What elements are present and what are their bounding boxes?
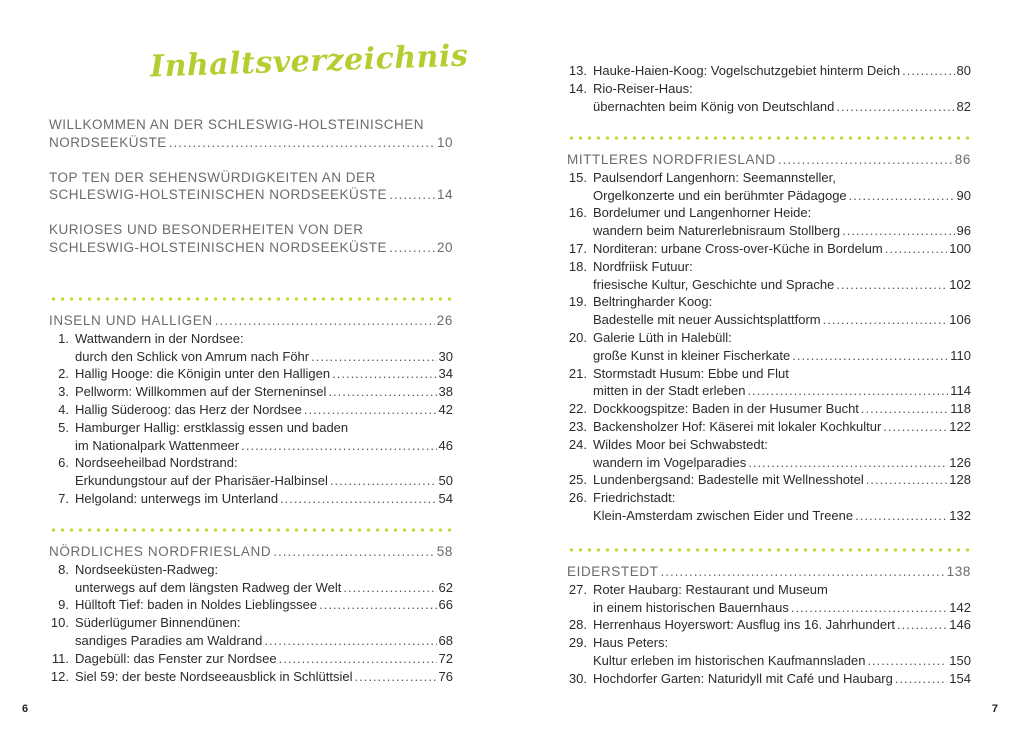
toc-entry[interactable] [567, 670, 971, 688]
entry-number: 29. [568, 635, 587, 651]
page-number: 46 [438, 437, 453, 453]
page-number: 154 [949, 670, 971, 686]
entry-title: im Nationalpark Wattenmeer [75, 437, 240, 453]
entry-title: Wattwandern in der Nordsee: [75, 330, 244, 346]
toc-entry[interactable] [49, 561, 453, 597]
page-number: 110 [950, 347, 971, 363]
leader-dots [264, 632, 436, 650]
entry-title: Lundenbergsand: Badestelle mit Wellnesshotel [593, 472, 864, 488]
toc-title: Inhaltsverzeichnis [149, 38, 469, 85]
entry-number: 28. [568, 617, 587, 633]
entry-number: 24. [568, 436, 587, 452]
entry-number: 21. [568, 365, 587, 381]
toc-entry[interactable] [567, 258, 971, 294]
entry-title: Haus Peters: [593, 635, 669, 651]
page-number: 58 [436, 544, 453, 559]
entry-title: Wildes Moor bei Schwabstedt: [593, 436, 768, 452]
leader-dots [855, 507, 947, 525]
entry-title: Hamburger Hallig: erstklassig essen und baden [75, 419, 349, 435]
entry-title: Kultur erleben im historischen Kaufmannsladen [593, 652, 866, 668]
section-eiderstedt [567, 563, 971, 688]
entry-title: Friedrichstadt: [593, 490, 676, 506]
toc-entry[interactable] [49, 454, 453, 490]
section-noerdliches [49, 543, 453, 685]
page-number: 30 [438, 348, 453, 364]
entry-title: Paulsendorf Langenhorn: Seemannsteller, [593, 169, 836, 185]
entry-title: Orgelkonzerte und ein berühmter Pädagoge [593, 187, 847, 203]
leader-dots [389, 186, 435, 204]
entry-number: 20. [568, 329, 587, 345]
leader-dots [867, 652, 947, 670]
page-number: 142 [949, 599, 971, 615]
leader-dots [319, 596, 436, 614]
entry-title: Stormstadt Husum: Ebbe und Flut [593, 365, 789, 381]
entry-title: Helgoland: unterwegs im Unterland [75, 490, 279, 506]
page-number: 66 [438, 597, 453, 613]
entry-title: in einem historischen Bauernhaus [593, 599, 789, 615]
entry-number: 10. [50, 615, 69, 631]
entry-number: 17. [568, 240, 587, 256]
entry-number: 23. [568, 418, 587, 434]
leader-dots [823, 311, 948, 329]
leader-dots [866, 471, 948, 489]
leader-dots [791, 599, 947, 617]
entry-number: 6. [58, 455, 69, 471]
entry-title: Dagebüll: das Fenster zur Nordsee [75, 650, 277, 666]
leader-dots [661, 563, 945, 581]
page-number: 86 [954, 152, 971, 167]
entry-number: 13. [568, 63, 587, 78]
entry-title: Hülltoft Tief: baden in Noldes Lieblingssee [75, 597, 318, 613]
leader-dots [215, 312, 435, 330]
intro-entry-line: TOP TEN DER SEHENSWÜRDIGKEITEN AN DER [49, 169, 376, 185]
leader-dots [792, 347, 948, 365]
intro-block [49, 116, 453, 257]
entry-title: Herrenhaus Hoyerswort: Ausflug ins 16. Jahrhundert [593, 617, 896, 633]
toc-entry[interactable] [567, 436, 971, 472]
entry-number: 19. [568, 294, 587, 310]
leader-dots [332, 365, 436, 383]
entry-number: 5. [58, 419, 69, 435]
entry-number: 25. [568, 472, 587, 488]
toc-entry[interactable] [49, 330, 453, 366]
entry-number: 7. [58, 490, 69, 506]
leader-dots [169, 134, 435, 152]
leader-dots [330, 472, 437, 490]
entry-title: wandern im Vogelparadies [593, 454, 747, 470]
entry-title: große Kunst in kleiner Fischerkate [593, 347, 791, 363]
entry-title: Bordelumer und Langenhorner Heide: [593, 205, 812, 221]
leader-dots [842, 222, 954, 240]
leader-dots [747, 382, 948, 400]
leader-dots [343, 579, 436, 597]
entry-title: übernachten beim König von Deutschland [593, 98, 835, 114]
entry-title: sandiges Paradies am Waldrand [75, 632, 263, 648]
toc-entry[interactable] [567, 418, 971, 436]
dotted-divider [567, 136, 971, 140]
entry-title: unterwegs auf dem längsten Radweg der Welt [75, 579, 342, 595]
intro-entry[interactable] [49, 116, 453, 152]
entry-title: durch den Schlick von Amrum nach Föhr [75, 348, 310, 364]
leader-dots [897, 616, 947, 634]
entry-title: Beltringharder Koog: [593, 294, 713, 310]
page-number: 114 [950, 383, 971, 399]
leader-dots [836, 98, 954, 116]
toc-entry[interactable] [567, 471, 971, 489]
toc-entry[interactable] [49, 401, 453, 419]
page-number: 106 [949, 312, 971, 328]
page-number: 128 [949, 472, 971, 488]
toc-entry[interactable] [567, 293, 971, 329]
toc-entry[interactable] [49, 490, 453, 508]
intro-entry-line: SCHLESWIG-HOLSTEINISCHEN NORDSEEKÜSTE [49, 239, 388, 255]
intro-entry-line: NORDSEEKÜSTE [49, 134, 167, 150]
entry-number: 2. [58, 366, 69, 382]
entry-title: Hallig Hooge: die Königin unter den Halligen [75, 366, 331, 382]
toc-entry[interactable] [49, 383, 453, 401]
entry-number: 8. [58, 561, 69, 577]
entry-number: 11. [51, 650, 69, 666]
right-page [510, 0, 1020, 732]
page-number: 14 [436, 187, 453, 203]
toc-entry[interactable] [49, 365, 453, 383]
toc-entry[interactable] [567, 62, 971, 80]
entry-title: Backensholzer Hof: Käserei mit lokaler Kochkultur [593, 418, 882, 434]
toc-entry[interactable] [567, 204, 971, 240]
toc-entry[interactable] [567, 169, 971, 205]
page-number: 150 [949, 652, 971, 668]
entry-number: 3. [58, 384, 69, 400]
entry-title: Pellworm: Willkommen auf der Sterneninsel [75, 384, 327, 400]
page-folio: 7 [991, 703, 998, 715]
page-number: 100 [949, 240, 971, 256]
section-heading[interactable] [567, 563, 971, 581]
page-number: 102 [949, 276, 971, 292]
entry-number: 26. [568, 490, 587, 506]
entry-title: friesische Kultur, Geschichte und Sprache [593, 276, 835, 292]
section-heading-text: NÖRDLICHES NORDFRIESLAND [49, 544, 272, 559]
intro-entry[interactable] [49, 169, 453, 205]
page-number: 132 [949, 507, 971, 523]
leader-dots [836, 276, 947, 294]
toc-entry[interactable] [49, 650, 453, 668]
page-folio: 6 [22, 703, 29, 715]
entry-title: Roter Haubarg: Restaurant und Museum [593, 581, 828, 597]
leader-dots [895, 670, 947, 688]
entry-number: 1. [58, 330, 69, 346]
section-heading-text: MITTLERES NORDFRIESLAND [567, 152, 776, 167]
page-number: 122 [949, 418, 971, 434]
leader-dots [241, 437, 436, 455]
section-heading-text: INSELN UND HALLIGEN [49, 313, 213, 328]
page-number: 38 [438, 384, 453, 400]
entry-number: 16. [568, 205, 587, 221]
entry-title: Galerie Lüth in Halebüll: [593, 329, 732, 345]
toc-entry[interactable] [49, 419, 453, 455]
entry-number: 12. [50, 668, 69, 684]
toc-entry[interactable] [49, 596, 453, 614]
entry-title: Nordseeheilbad Nordstrand: [75, 455, 238, 471]
leader-dots [778, 151, 953, 169]
leader-dots [902, 62, 954, 80]
leader-dots [280, 490, 436, 508]
entry-title: Hochdorfer Garten: Naturidyll mit Café und Haubarg [593, 670, 893, 686]
toc-entry[interactable] [567, 489, 971, 525]
entry-number: 22. [568, 401, 587, 417]
entry-number: 4. [58, 401, 69, 417]
leader-dots [748, 454, 947, 472]
leader-dots [304, 401, 437, 419]
entry-number: 18. [568, 258, 587, 274]
entry-title: Siel 59: der beste Nordseeausblick in Schlüttsiel [75, 668, 353, 684]
entry-title: Nordfriisk Futuur: [593, 258, 693, 274]
leader-dots [273, 543, 435, 561]
dotted-divider [567, 548, 971, 552]
entry-title: Klein-Amsterdam zwischen Eider und Treene [593, 507, 854, 523]
intro-entry-line: KURIOSES UND BESONDERHEITEN VON DER [49, 222, 364, 238]
entry-number: 30. [568, 670, 587, 686]
leader-dots [861, 400, 948, 418]
toc-entry[interactable] [567, 616, 971, 634]
intro-entry[interactable] [49, 221, 453, 257]
toc-entry[interactable] [49, 668, 453, 686]
dotted-divider [49, 297, 453, 301]
toc-entry[interactable] [567, 365, 971, 401]
page-number: 26 [436, 313, 453, 328]
entry-title: Nordseeküsten-Radweg: [75, 561, 219, 577]
page-number: 42 [438, 401, 453, 417]
page-number: 50 [438, 473, 453, 489]
dotted-divider [49, 528, 453, 532]
section-heading[interactable] [567, 151, 971, 169]
leader-dots [279, 650, 437, 668]
page-number: 10 [436, 134, 453, 150]
leader-dots [354, 668, 436, 686]
leader-dots [883, 418, 947, 436]
entry-title: Hallig Süderoog: das Herz der Nordsee [75, 401, 302, 417]
page-number: 76 [438, 668, 453, 684]
entry-title: mitten in der Stadt erleben [593, 383, 746, 399]
toc-entry[interactable] [567, 400, 971, 418]
leader-dots [849, 187, 955, 205]
continued-entries [567, 62, 971, 115]
toc-entry[interactable] [567, 80, 971, 116]
entry-title: Dockkoogspitze: Baden in der Husumer Bucht [593, 401, 859, 417]
entry-title: Süderlügumer Binnendünen: [75, 615, 241, 631]
page-number: 72 [438, 650, 453, 666]
entry-title: wandern beim Naturerlebnisraum Stollberg [593, 223, 841, 239]
section-heading-text: EIDERSTEDT [567, 564, 659, 579]
page-number: 138 [946, 564, 971, 579]
toc-entry[interactable] [567, 581, 971, 617]
page-number: 90 [956, 187, 971, 203]
page-number: 62 [438, 579, 453, 595]
section-heading[interactable] [49, 312, 453, 330]
toc-entry[interactable] [567, 634, 971, 670]
entry-number: 14. [568, 80, 587, 96]
page-number: 20 [436, 239, 453, 255]
toc-entry[interactable] [49, 614, 453, 650]
entry-number: 15. [568, 169, 587, 185]
toc-entry[interactable] [567, 329, 971, 365]
section-inseln [49, 312, 453, 508]
leader-dots [311, 348, 436, 366]
entry-title: Badestelle mit neuer Aussichtsplattform [593, 312, 821, 328]
toc-entry[interactable] [567, 240, 971, 258]
page-number: 80 [956, 63, 971, 78]
section-mittleres [567, 151, 971, 525]
entry-title: Rio-Reiser-Haus: [593, 80, 693, 96]
page-number: 118 [950, 401, 971, 417]
page-number: 54 [438, 490, 453, 506]
entry-title: Hauke-Haien-Koog: Vogelschutzgebiet hinterm Deich [593, 63, 901, 78]
page-number: 68 [438, 632, 453, 648]
entry-title: Erkundungstour auf der Pharisäer-Halbinsel [75, 473, 328, 489]
intro-entry-line: SCHLESWIG-HOLSTEINISCHEN NORDSEEKÜSTE [49, 187, 388, 203]
leader-dots [328, 383, 436, 401]
page-number: 82 [956, 98, 971, 114]
page-number: 146 [949, 617, 971, 633]
page-number: 96 [956, 223, 971, 239]
page-number: 126 [949, 454, 971, 470]
entry-number: 27. [568, 581, 587, 597]
section-heading[interactable] [49, 543, 453, 561]
entry-title: Norditeran: urbane Cross-over-Küche in Bordelum [593, 240, 883, 256]
page-number: 34 [438, 366, 453, 382]
intro-entry-line: WILLKOMMEN AN DER SCHLESWIG-HOLSTEINISCHEN [49, 117, 425, 132]
entry-number: 9. [58, 597, 69, 613]
leader-dots [885, 240, 948, 258]
leader-dots [389, 239, 435, 257]
